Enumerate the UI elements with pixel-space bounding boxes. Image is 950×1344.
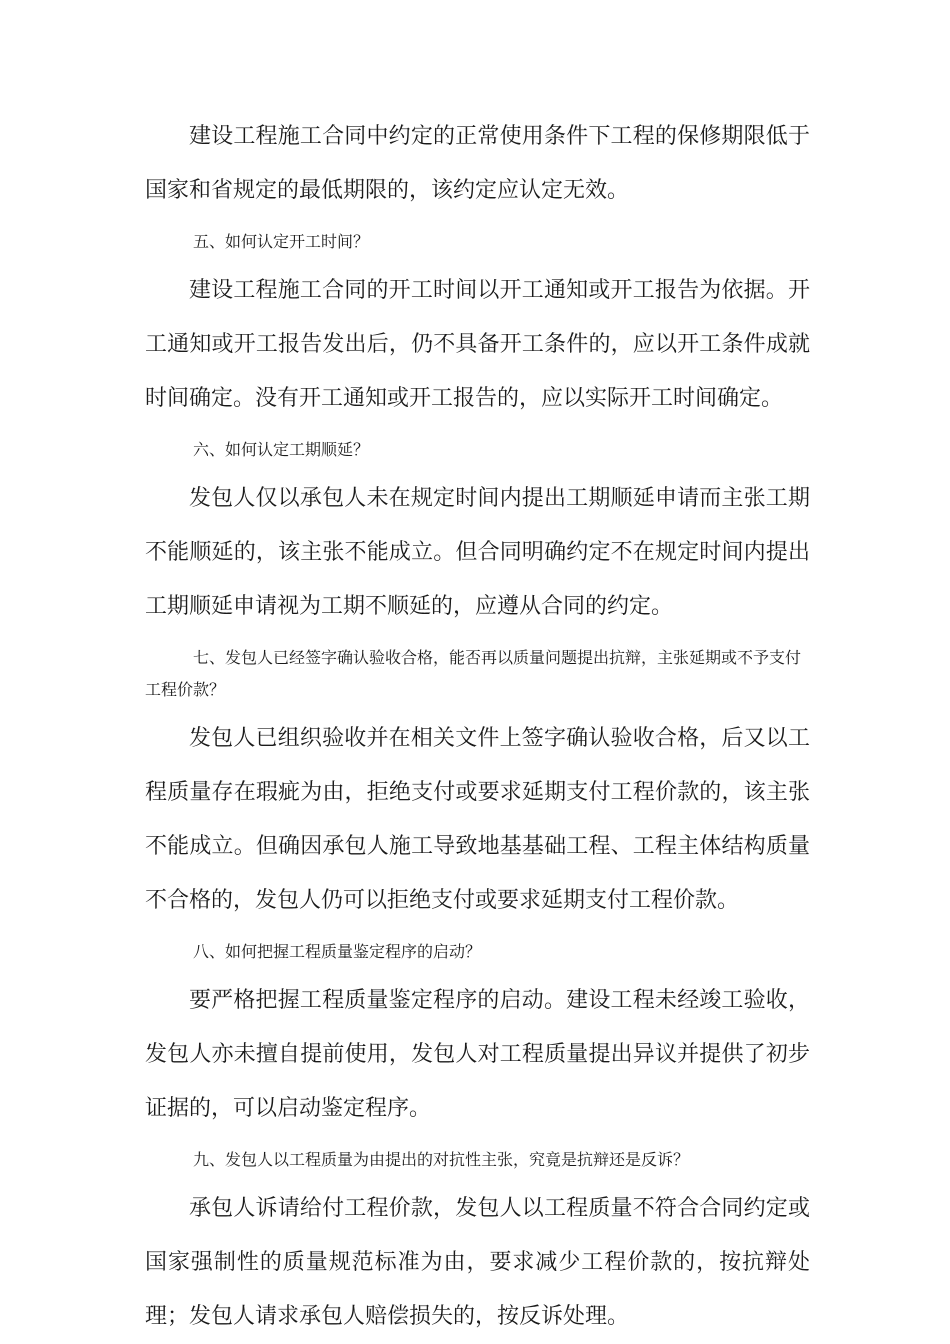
- heading-section-7: 七、发包人已经签字确认验收合格，能否再以质量问题提出抗辩，主张延期或不予支付工程价款？: [145, 648, 802, 699]
- paragraph-warranty-period: 建设工程施工合同中约定的正常使用条件下工程的保修期限低于国家和省规定的最低期限的，该约定应认定无效。: [145, 124, 810, 203]
- paragraph-counterclaim: 承包人诉请给付工程价款，发包人以工程质量不符合合同约定或国家强制性的质量规范标准为由，要求减少工程价款的，按抗辩处理；发包人请求承包人赔偿损失的，按反诉处理。: [145, 1196, 810, 1329]
- paragraph-extension: 发包人仅以承包人未在规定时间内提出工期顺延申请而主张工期不能顺延的，该主张不能成立。但合同明确约定不在规定时间内提出工期顺延申请视为工期不顺延的，应遵从合同的约定。: [145, 486, 810, 619]
- heading-section-9: 九、发包人以工程质量为由提出的对抗性主张，究竟是抗辩还是反诉？: [193, 1150, 690, 1169]
- paragraph-start-date: 建设工程施工合同的开工时间以开工通知或开工报告为依据。开工通知或开工报告发出后，仍不具备开工条件的，应以开工条件成就时间确定。没有开工通知或开工报告的，应以实际开工时间确定。: [145, 278, 810, 411]
- paragraph-acceptance: 发包人已组织验收并在相关文件上签字确认验收合格，后又以工程质量存在瑕疵为由，拒绝支付或要求延期支付工程价款的，该主张不能成立。但确因承包人施工导致地基基础工程、工程主体结构质量不合格的，发包人仍可以拒绝支付或要求延期支付工程价款。: [145, 726, 810, 913]
- heading-section-6: 六、如何认定工期顺延？: [193, 440, 370, 459]
- paragraph-quality-appraisal: 要严格把握工程质量鉴定程序的启动。建设工程未经竣工验收，发包人亦未擅自提前使用，发包人对工程质量提出异议并提供了初步证据的，可以启动鉴定程序。: [145, 988, 810, 1121]
- heading-section-5: 五、如何认定开工时间？: [193, 232, 370, 251]
- document-body: [145, 110, 810, 1344]
- heading-section-8: 八、如何把握工程质量鉴定程序的启动？: [193, 942, 482, 961]
